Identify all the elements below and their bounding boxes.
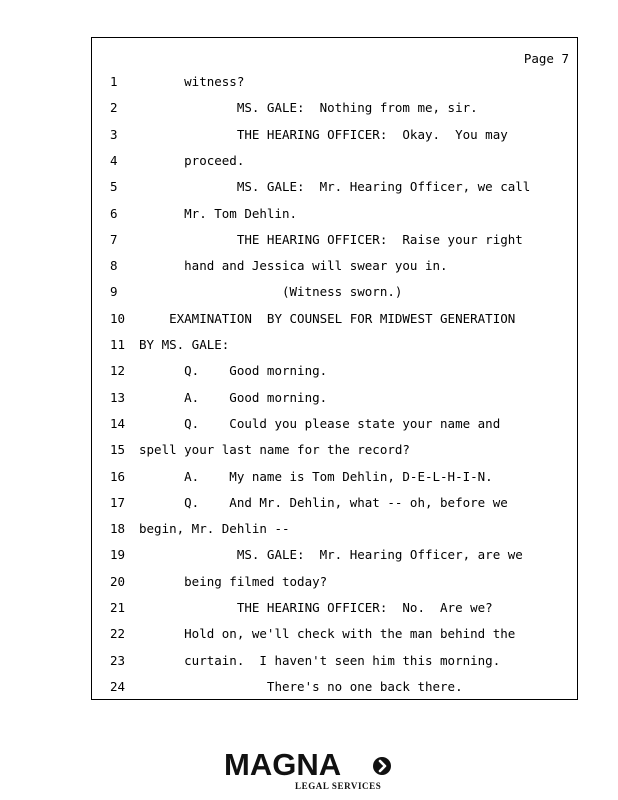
- logo-subtitle: LEGAL SERVICES: [295, 781, 382, 791]
- transcript-line: [92, 74, 577, 94]
- line-number: 10: [110, 310, 126, 326]
- line-text: MS. GALE: Mr. Hearing Officer, we call: [139, 179, 531, 195]
- transcript-line: [92, 363, 577, 383]
- transcript-line: [92, 179, 577, 199]
- line-text: begin, Mr. Dehlin --: [139, 521, 290, 537]
- line-number: 17: [110, 494, 126, 510]
- transcript-line: [92, 337, 577, 357]
- logo-arrow-icon: [373, 757, 391, 775]
- transcript-line: [92, 495, 577, 515]
- transcript-line: [92, 574, 577, 594]
- line-number: 14: [110, 415, 126, 431]
- line-number: 18: [110, 521, 126, 537]
- line-number: 7: [110, 231, 118, 247]
- transcript-line: [92, 547, 577, 567]
- transcript-line: [92, 232, 577, 252]
- transcript-line: [92, 311, 577, 331]
- line-text: MS. GALE: Mr. Hearing Officer, are we: [139, 547, 523, 563]
- line-number: 13: [110, 389, 126, 405]
- line-text: spell your last name for the record?: [139, 442, 410, 458]
- line-number: 6: [110, 205, 118, 221]
- line-text: THE HEARING OFFICER: Okay. You may: [139, 126, 508, 142]
- transcript-line: [92, 258, 577, 278]
- line-text: MS. GALE: Nothing from me, sir.: [139, 100, 478, 116]
- transcript-line: [92, 416, 577, 436]
- line-text: proceed.: [139, 152, 245, 168]
- line-number: 19: [110, 547, 126, 563]
- page-number: Page 7: [523, 51, 569, 66]
- line-number: 24: [110, 678, 126, 694]
- line-text: being filmed today?: [139, 573, 328, 589]
- line-text: There's no one back there.: [139, 678, 463, 694]
- line-number: 21: [110, 600, 126, 615]
- transcript-line: [92, 442, 577, 462]
- line-text: curtain. I haven't seen him this morning.: [139, 652, 501, 668]
- line-number: 16: [110, 468, 126, 484]
- line-text: BY MS. GALE:: [139, 337, 230, 352]
- line-number: 1: [110, 74, 118, 89]
- line-number: 23: [110, 652, 126, 668]
- line-text: A. Good morning.: [139, 389, 328, 405]
- line-number: 12: [110, 363, 126, 379]
- transcript-line: [92, 469, 577, 489]
- line-number: 3: [110, 126, 118, 142]
- line-text: Q. Could you please state your name and: [139, 415, 501, 431]
- line-text: Hold on, we'll check with the man behind the: [139, 626, 516, 642]
- line-number: 11: [110, 337, 126, 352]
- line-text: A. My name is Tom Dehlin, D-E-L-H-I-N.: [139, 468, 493, 484]
- line-number: 8: [110, 258, 118, 274]
- line-text: (Witness sworn.): [139, 284, 403, 300]
- line-text: Q. Good morning.: [139, 363, 328, 379]
- transcript-line: [92, 679, 577, 699]
- line-number: 20: [110, 573, 126, 589]
- line-text: hand and Jessica will swear you in.: [139, 258, 448, 274]
- line-number: 9: [110, 284, 118, 300]
- transcript-line: [92, 153, 577, 173]
- line-text: THE HEARING OFFICER: Raise your right: [139, 231, 523, 247]
- line-text: witness?: [139, 74, 245, 89]
- transcript-line: [92, 100, 577, 120]
- transcript-line: [92, 626, 577, 646]
- line-number: 22: [110, 626, 126, 642]
- magna-logo: [224, 748, 394, 794]
- transcript-line: [92, 600, 577, 620]
- line-text: EXAMINATION BY COUNSEL FOR MIDWEST GENERATION: [139, 310, 516, 326]
- line-number: 15: [110, 442, 126, 458]
- line-text: THE HEARING OFFICER: No. Are we?: [139, 600, 493, 615]
- line-number: 4: [110, 152, 118, 168]
- line-text: Q. And Mr. Dehlin, what -- oh, before we: [139, 494, 508, 510]
- line-number: 5: [110, 179, 118, 195]
- transcript-page: [91, 37, 578, 700]
- line-text: Mr. Tom Dehlin.: [139, 205, 298, 221]
- transcript-line: [92, 653, 577, 673]
- transcript-line: [92, 390, 577, 410]
- transcript-line: [92, 521, 577, 541]
- logo-wordmark: MAGNA: [224, 747, 342, 782]
- line-number: 2: [110, 100, 118, 116]
- transcript-line: [92, 127, 577, 147]
- transcript-line: [92, 284, 577, 304]
- transcript-line: [92, 206, 577, 226]
